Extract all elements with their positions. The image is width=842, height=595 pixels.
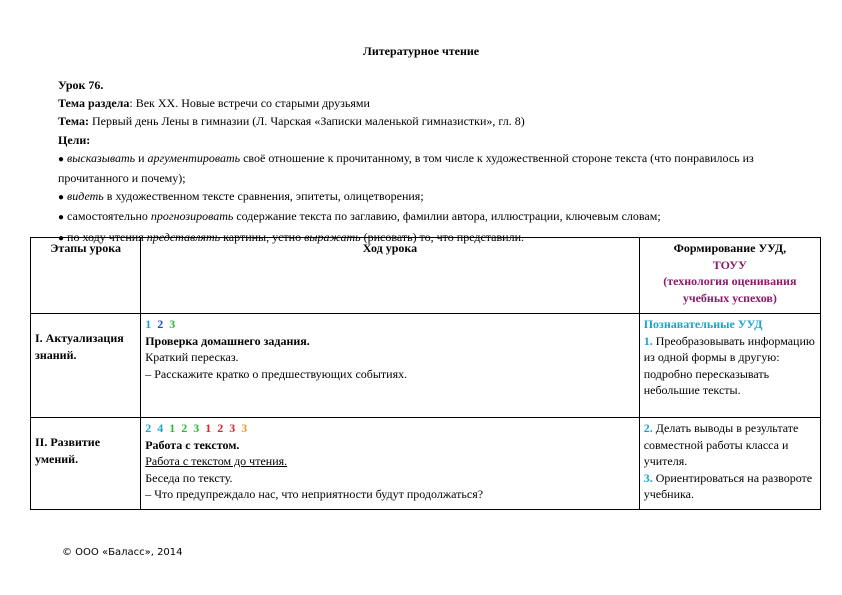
task-number: 3: [229, 421, 236, 435]
task-number: 4: [157, 421, 164, 435]
section-value: : Век XX. Новые встречи со старыми друзьями: [129, 96, 370, 111]
bullet-icon: ●: [58, 153, 65, 165]
stage-cell: I. Актуализация знаний.: [31, 314, 141, 418]
course-cell: [141, 314, 640, 418]
lesson-header: [58, 76, 788, 248]
table-row: [31, 314, 821, 418]
goal-item: ● видеть в художественном тексте сравнения, эпитеты, олицетворения;: [58, 189, 424, 204]
stage-cell: II. Развитие умений.: [31, 418, 141, 510]
task-numbers: [145, 316, 635, 333]
task-numbers: [145, 420, 635, 437]
uud-cell: [639, 418, 820, 510]
uud-item: 2. Делать выводы в результате совместной работы класса и учителя.: [643, 421, 799, 468]
goal-item: ● высказывать и аргументировать своё отношение к прочитанному, в том числе к художественной стороне текста (что понравилось из прочитанного и почему);: [58, 150, 754, 186]
task-number: 2: [157, 317, 164, 331]
course-line: Беседа по тексту.: [145, 470, 233, 485]
section-label: Тема раздела: [58, 96, 130, 111]
goal-item: ● самостоятельно прогнозировать содержание текста по заглавию, фамилии автора, иллюстрации, ключевым словам;: [58, 209, 661, 224]
topic-value: Первый день Лены в гимназии (Л. Чарская «Записки маленькой гимназистки», гл. 8): [88, 114, 525, 129]
task-number: 3: [169, 317, 176, 331]
table-row: [31, 418, 821, 510]
bullet-icon: ●: [58, 212, 65, 224]
topic-line: [58, 112, 788, 130]
header-uud: Формирование УУД, ТОУУ (технология оценивания учебных успехов): [639, 238, 820, 314]
goal-item: ● по ходу чтения представлять картины, устно выражать (рисовать) то, что представили.: [58, 229, 525, 244]
course-subheading: Работа с текстом до чтения.: [145, 454, 288, 468]
course-line: – Расскажите кратко о предшествующих событиях.: [145, 366, 408, 381]
uud-item: 3. Ориентироваться на развороте учебника.: [643, 470, 813, 501]
lesson-table: [30, 237, 821, 510]
task-number: 1: [145, 317, 152, 331]
table-header-row: [31, 238, 821, 314]
task-number: 2: [181, 421, 188, 435]
bullet-icon: ●: [58, 232, 65, 244]
topic-label: Тема:: [58, 114, 89, 129]
task-number: 3: [193, 421, 200, 435]
course-heading: Проверка домашнего задания.: [145, 333, 310, 348]
task-number: 1: [169, 421, 176, 435]
header-course: Ход урока: [141, 238, 640, 314]
task-number: 1: [205, 421, 212, 435]
course-line: Краткий пересказ.: [145, 350, 239, 364]
uud-cell: [639, 314, 820, 418]
course-heading: Работа с текстом.: [145, 437, 240, 452]
task-number: 2: [145, 421, 152, 435]
course-cell: [141, 418, 640, 510]
section-line: [58, 94, 788, 112]
course-line: – Что предупреждало нас, что неприятности будут продолжаться?: [145, 487, 484, 501]
touu-description: (технология оценивания учебных успехов): [663, 274, 797, 305]
bullet-icon: ●: [58, 192, 65, 204]
copyright-footer: © ООО «Баласс», 2014: [62, 547, 183, 558]
touu-label: ТОУУ: [712, 257, 747, 272]
page-title: Литературное чтение: [362, 44, 480, 58]
header-stages: Этапы урока: [31, 238, 141, 314]
goals-label: Цели:: [58, 132, 91, 147]
task-number: 3: [241, 421, 248, 435]
task-number: 2: [217, 421, 224, 435]
uud-title: Познавательные УУД: [643, 317, 763, 331]
lesson-number: Урок 76.: [58, 78, 104, 92]
uud-item: 1. Преобразовывать информацию из одной формы в другую: подробно пересказывать небольшие тексты.: [643, 333, 815, 397]
